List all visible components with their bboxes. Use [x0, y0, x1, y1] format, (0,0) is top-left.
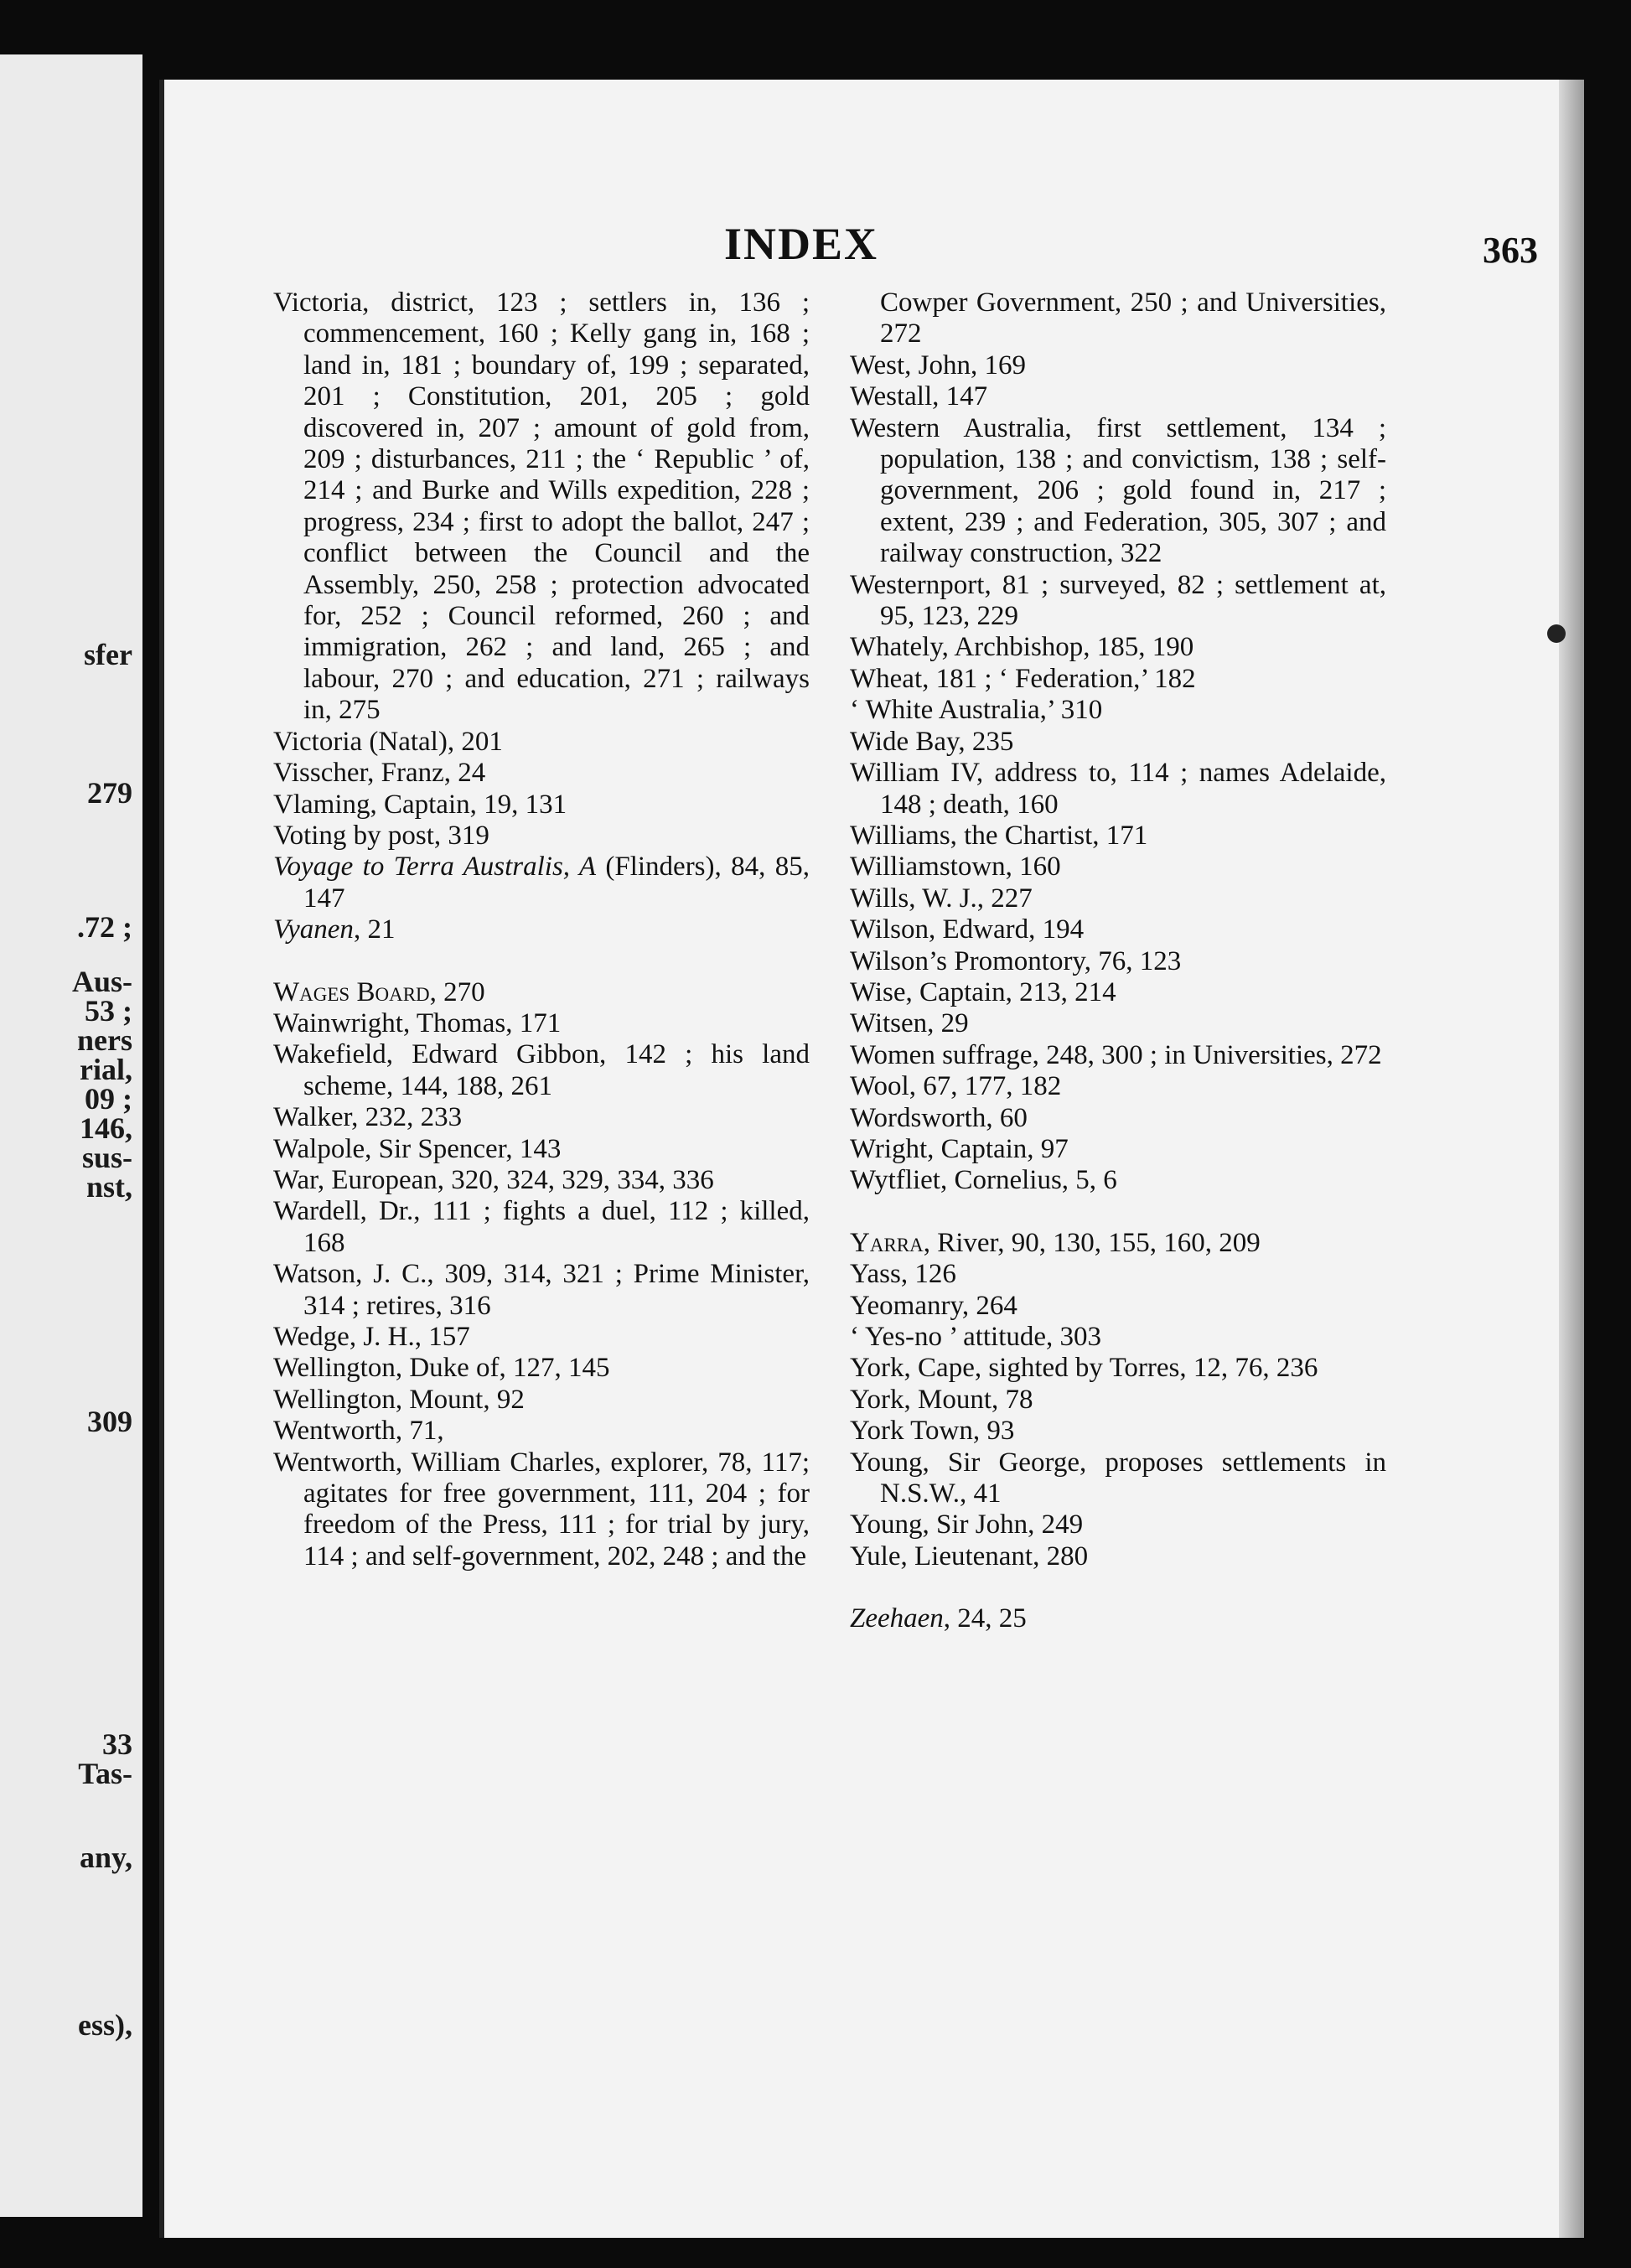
index-entry-heading: Williamstown	[850, 852, 1006, 883]
index-entry-heading: Zeehaen	[850, 1603, 944, 1634]
index-entry	[273, 1165, 810, 1196]
index-entry-references: , address to, 114 ; names Adelaide, 148 ; death, 160	[880, 758, 1386, 820]
index-entry-references: , Mount, 78	[904, 1384, 1033, 1415]
index-entry-heading: Wide Bay	[850, 726, 959, 757]
index-entry-heading: Wainwright	[273, 1007, 403, 1038]
facing-page-fragment: ners	[77, 1023, 132, 1057]
index-entry-heading: Witsen	[850, 1008, 928, 1039]
index-entry	[273, 1447, 810, 1573]
index-entry-heading: Young	[850, 1447, 923, 1478]
index-column-left	[273, 287, 810, 1572]
index-entry-references: , Duke of, 127, 145	[395, 1353, 610, 1384]
index-entry	[850, 1353, 1386, 1384]
index-entry	[850, 1259, 1386, 1290]
index-entry	[850, 1134, 1386, 1165]
index-entry	[273, 1353, 810, 1384]
index-entry-heading: Voyage to Terra Australis, A	[273, 852, 596, 883]
index-entry-references: , W. J., 227	[909, 883, 1033, 914]
letter-section-gap	[273, 946, 810, 977]
facing-page-fragment: sus-	[81, 1141, 132, 1174]
index-entry	[273, 790, 810, 821]
index-entry	[850, 1603, 1386, 1634]
index-entry	[850, 758, 1386, 821]
index-entry-heading: Vyanen	[273, 914, 354, 945]
index-entry-references: , 71,	[395, 1416, 444, 1447]
index-entry-references: , J. C., 309, 314, 321 ; Prime Minister, 314 ; retires, 316	[303, 1259, 810, 1321]
index-entry-references: , 67, 177, 182	[909, 1071, 1062, 1102]
index-entry-references: by post, 319	[346, 820, 489, 851]
index-entry-references: , 181 ; ‘ Federation,’ 182	[922, 663, 1196, 694]
index-entry-references: , 29	[927, 1008, 969, 1039]
index-entry-heading: York Town	[850, 1416, 973, 1447]
index-entry	[850, 977, 1386, 1008]
index-entry	[850, 1228, 1386, 1259]
index-entry-heading: Visscher	[273, 758, 368, 789]
index-entry	[850, 1071, 1386, 1102]
index-entry-references: , Edward Gibbon, 142 ; his land scheme, 144, 188, 261	[303, 1039, 810, 1101]
index-entry	[273, 914, 810, 945]
index-entry-references: , Captain, 19, 131	[370, 789, 567, 820]
index-entry-heading: Yeomanry	[850, 1290, 962, 1321]
index-entry	[850, 570, 1386, 633]
index-entry-heading: Women suffrage	[850, 1039, 1033, 1070]
index-entry-heading: Western Australia	[850, 412, 1065, 443]
index-entry	[273, 977, 810, 1008]
letter-section-gap	[850, 1572, 1386, 1603]
index-entry-heading: Wentworth	[273, 1416, 396, 1447]
index-entry	[850, 1103, 1386, 1134]
index-entry	[850, 287, 1386, 350]
index-entry	[273, 287, 810, 727]
index-entry-references: , 76, 123	[1084, 945, 1182, 976]
index-entry	[850, 821, 1386, 852]
index-entry-references: , William Charles, explorer, 78, 117; agitates for free government, 111, 204 ; for freedom of the Press, 111 ; for trial by jury, 114 ; and self-government, 202, 248 ; and the	[303, 1447, 810, 1572]
index-entry-references: , Captain, 213, 214	[905, 976, 1116, 1007]
index-entry-references: , Mount, 92	[395, 1384, 525, 1415]
index-entry-heading: Williams	[850, 820, 950, 851]
index-entry-heading: Voting	[273, 820, 347, 851]
index-entry-references: , Franz, 24	[367, 758, 486, 789]
index-entry-heading: ‘ White Australia,’	[850, 695, 1054, 726]
facing-page-fragment: 279	[87, 776, 132, 810]
index-entry-heading: ‘ Yes-no ’	[850, 1322, 956, 1352]
index-entry-references: , Cape, sighted by Torres, 12, 76, 236	[904, 1353, 1318, 1384]
facing-page-fragment: 33	[102, 1727, 132, 1761]
index-entry-heading: Young	[850, 1509, 923, 1540]
index-entry	[850, 946, 1386, 977]
facing-page-fragment: 146,	[80, 1111, 132, 1145]
index-entry-heading: Wilson	[850, 914, 929, 945]
index-entry-heading: Whately	[850, 632, 942, 663]
index-entry	[850, 1447, 1386, 1510]
facing-page-fragment: ess),	[78, 2008, 132, 2042]
index-entry	[273, 1102, 810, 1133]
index-entry-references: attitude, 303	[955, 1322, 1102, 1352]
index-entry	[273, 821, 810, 852]
index-entry-heading: War	[273, 1164, 318, 1195]
index-entry	[273, 758, 810, 789]
index-entry-heading: Walker	[273, 1102, 352, 1133]
index-entry-heading: Wills	[850, 883, 909, 914]
index-entry	[850, 1385, 1386, 1416]
index-entry-references: , 24, 25	[943, 1603, 1027, 1634]
index-entry-references: , 60	[986, 1102, 1028, 1133]
index-entry-references: , Sir John, 249	[922, 1509, 1084, 1540]
index-entry	[850, 1509, 1386, 1540]
index-entry	[850, 1541, 1386, 1572]
index-entry	[273, 1196, 810, 1259]
index-entry	[850, 883, 1386, 914]
index-entry-references: , 235	[958, 726, 1014, 757]
index-entry	[850, 695, 1386, 726]
index-entry	[850, 1291, 1386, 1322]
index-entry-heading: Wise	[850, 976, 906, 1007]
index-entry-heading: Wellington	[273, 1353, 396, 1384]
index-entry-heading: Wardell	[273, 1196, 360, 1227]
index-entry	[273, 1385, 810, 1416]
index-entry-references: , 264	[961, 1290, 1017, 1321]
index-entry-heading: Westall	[850, 381, 933, 412]
index-entry-heading: West	[850, 350, 905, 381]
index-entry-heading: York	[850, 1384, 904, 1415]
letter-section-gap	[850, 1197, 1386, 1228]
index-entry-references: , 21	[353, 914, 396, 945]
index-entry	[850, 1322, 1386, 1353]
index-entry-references: , Cornelius, 5, 6	[940, 1165, 1117, 1196]
index-entry-references: , River, 90, 130, 155, 160, 209	[923, 1227, 1261, 1258]
index-entry	[850, 1416, 1386, 1447]
index-entry-heading: Victoria	[273, 287, 363, 318]
index-entry-references: , 248, 300 ; in Universities, 272	[1032, 1039, 1382, 1070]
index-entry-heading: Victoria	[273, 726, 363, 757]
index-entry	[850, 1040, 1386, 1071]
index-entry-heading: Wages Board	[273, 976, 430, 1007]
index-entry-heading: Wheat	[850, 663, 923, 694]
index-entry-references: , 81 ; surveyed, 82 ; settlement at, 95, 123, 229	[880, 569, 1386, 632]
index-entry-heading: Wright	[850, 1133, 928, 1164]
facing-page-strip	[0, 54, 142, 2217]
index-entry-heading: Wakefield	[273, 1039, 386, 1070]
index-entry-heading: Wellington	[273, 1384, 396, 1415]
index-entry-heading: Wytfliet	[850, 1165, 940, 1196]
index-entry	[273, 852, 810, 914]
index-entry	[850, 350, 1386, 381]
index-entry	[850, 914, 1386, 945]
facing-page-fragment: Aus-	[71, 965, 132, 998]
index-entry-heading: Wentworth	[273, 1447, 396, 1478]
index-entry-heading: Yule	[850, 1540, 901, 1572]
facing-page-fragment: 309	[87, 1405, 132, 1438]
index-entry-references: , first settlement, 134 ; population, 138 ; and convictism, 138 ; self-government, 206 ; gold found in, 217 ; extent, 239 ; and Federation, 305, 307 ; and railway construction, 322	[880, 412, 1386, 569]
index-entry-references: 310	[1054, 695, 1103, 726]
index-entry	[273, 1039, 810, 1102]
index-entry	[850, 381, 1386, 412]
facing-page-fragment: any,	[79, 1841, 132, 1874]
index-entry-references: (Flinders), 84, 85, 147	[303, 852, 810, 914]
index-entry-references: , 93	[972, 1416, 1015, 1447]
facing-page-fragment: Tas-	[78, 1757, 132, 1790]
index-entry-references: , 160	[1005, 852, 1061, 883]
facing-page-fragment: 53 ;	[85, 994, 132, 1028]
facing-page-fragment: 09 ;	[85, 1082, 132, 1116]
index-entry-references: , district, 123 ; settlers in, 136 ; commencement, 160 ; Kelly gang in, 168 ; land in, 181 ; boundary of, 199 ; separated, 201 ; Constitution, 201, 205 ; gold discovered in, 207 ; amount of gold from, 209 ; disturbances, 211 ; the ‘ Republic ’ of, 214 ; and Burke and Wills expedition, 228 ; progress, 234 ; first to adopt the ballot, 247 ; conflict between the Council and the Assembly, 250, 258 ; protection advocated for, 252 ; Council reformed, 260 ; and immigration, 262 ; and land, 265 ; and labour, 270 ; and education, 271 ; railways in, 275	[303, 287, 810, 726]
index-entry	[850, 413, 1386, 570]
page-edge-shadow	[1559, 80, 1584, 2238]
index-entry-heading: Wordsworth	[850, 1102, 986, 1133]
index-entry-references: , Edward, 194	[929, 914, 1085, 945]
index-page	[159, 80, 1584, 2238]
index-entry-references: , European, 320, 324, 329, 334, 336	[317, 1164, 714, 1195]
index-entry	[273, 1322, 810, 1353]
index-entry-references: , Dr., 111 ; fights a duel, 112 ; killed, 168	[303, 1196, 810, 1258]
index-entry	[850, 852, 1386, 883]
index-entry-heading: Wedge	[273, 1322, 350, 1352]
index-entry	[273, 1134, 810, 1165]
index-entry-references: , Sir Spencer, 143	[365, 1133, 562, 1164]
index-entry	[273, 727, 810, 758]
index-entry-references: , 126	[900, 1259, 956, 1290]
index-entry	[850, 664, 1386, 695]
index-entry-references: Cowper Government, 250 ; and Universities, 272	[880, 287, 1386, 350]
index-entry-references: , Archbishop, 185, 190	[941, 632, 1194, 663]
index-entry	[273, 1259, 810, 1322]
index-entry-references: (Natal), 201	[362, 726, 503, 757]
facing-page-fragment: rial,	[80, 1053, 132, 1086]
index-entry-heading: Wool	[850, 1071, 909, 1102]
index-entry-references: , the Chartist, 171	[950, 820, 1148, 851]
index-entry-references: , Lieutenant, 280	[900, 1540, 1089, 1572]
index-entry-references: , John, 169	[904, 350, 1027, 381]
index-entry-references: , 232, 233	[351, 1102, 463, 1133]
index-entry-heading: Walpole	[273, 1133, 365, 1164]
index-entry-heading: Westernport	[850, 569, 985, 600]
facing-page-fragment: .72 ;	[77, 910, 132, 944]
page-title: INDEX	[723, 219, 879, 269]
index-entry	[850, 1008, 1386, 1039]
index-entry	[850, 632, 1386, 663]
index-column-right	[850, 287, 1386, 1635]
index-entry-heading: Wilson’s Promontory	[850, 945, 1085, 976]
index-entry	[273, 1008, 810, 1039]
ink-dot	[1547, 624, 1566, 643]
index-entry-references: , 270	[429, 976, 485, 1007]
index-entry-heading: Yarra	[850, 1227, 924, 1258]
index-entry-references: , Captain, 97	[927, 1133, 1069, 1164]
index-entry-references: , Thomas, 171	[402, 1007, 562, 1038]
index-entry-heading: Yass	[850, 1259, 901, 1290]
index-entry-references: , J. H., 157	[349, 1322, 470, 1352]
index-entry	[273, 1416, 810, 1447]
index-entry-heading: Vlaming	[273, 789, 370, 820]
index-entry	[850, 1165, 1386, 1196]
index-entry-references: , Sir George, proposes settlements in N.S.W., 41	[880, 1447, 1386, 1509]
page-number: 363	[1483, 230, 1538, 271]
index-entry	[850, 727, 1386, 758]
index-entry-heading: Watson	[273, 1259, 356, 1290]
facing-page-fragment: sfer	[84, 638, 132, 671]
index-entry-heading: William IV	[850, 758, 976, 789]
index-entry-heading: York	[850, 1353, 904, 1384]
index-entry-references: , 147	[932, 381, 988, 412]
facing-page-fragment: nst,	[85, 1170, 132, 1204]
